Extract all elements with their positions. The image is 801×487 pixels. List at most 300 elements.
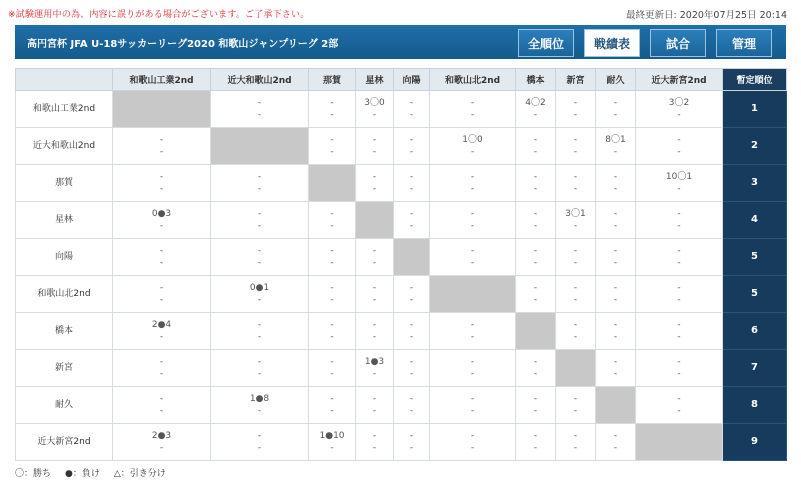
match-cell <box>556 202 596 239</box>
first-leg-result: 3〇1 <box>565 209 586 219</box>
first-leg-result: - <box>533 135 538 145</box>
first-leg-result: - <box>409 283 414 293</box>
match-cell <box>430 424 516 461</box>
first-leg-result: - <box>257 246 262 256</box>
second-leg-result: - <box>677 221 681 231</box>
second-leg-result: - <box>330 332 334 342</box>
second-leg-result: - <box>573 332 578 342</box>
first-leg-result: - <box>159 283 164 293</box>
match-cell <box>211 239 309 276</box>
second-leg-result: - <box>330 406 334 416</box>
second-leg-result: - <box>533 295 538 305</box>
self-match-cell <box>394 239 430 276</box>
second-leg-result: - <box>330 369 334 379</box>
first-leg-result: - <box>409 98 414 108</box>
first-leg-result: 1〇0 <box>462 135 483 145</box>
match-cell <box>211 387 309 424</box>
first-leg-result: - <box>470 320 475 330</box>
match-cell <box>556 387 596 424</box>
first-leg-result: 0●3 <box>151 209 172 219</box>
match-cell <box>556 165 596 202</box>
first-leg-result: - <box>159 394 164 404</box>
match-cell <box>516 239 556 276</box>
team-name: 耐久 <box>16 387 113 424</box>
second-leg-result: - <box>613 258 618 268</box>
match-cell <box>516 350 556 387</box>
first-leg-result: - <box>257 172 262 182</box>
first-leg-result: - <box>573 283 578 293</box>
match-cell <box>113 128 211 165</box>
table-row <box>16 128 787 165</box>
match-cell <box>309 91 356 128</box>
second-leg-result: - <box>372 110 377 120</box>
match-cell <box>309 128 356 165</box>
second-leg-result: - <box>409 221 414 231</box>
second-leg-result: - <box>613 184 618 194</box>
table-row <box>16 276 787 313</box>
second-leg-result: - <box>613 221 618 231</box>
match-cell <box>113 239 211 276</box>
match-cell <box>356 424 394 461</box>
column-header: 向陽 <box>394 69 430 91</box>
match-cell <box>430 128 516 165</box>
second-leg-result: - <box>470 443 475 453</box>
second-leg-result: - <box>257 443 262 453</box>
match-cell <box>309 350 356 387</box>
second-leg-result: - <box>533 184 538 194</box>
column-header: 新宮 <box>556 69 596 91</box>
first-leg-result: - <box>409 135 414 145</box>
match-cell <box>356 313 394 350</box>
second-leg-result: - <box>159 258 164 268</box>
second-leg-result: - <box>677 369 681 379</box>
provisional-rank: 8 <box>723 387 787 424</box>
provisional-rank: 1 <box>723 91 787 128</box>
match-cell <box>556 128 596 165</box>
first-leg-result: - <box>470 431 475 441</box>
first-leg-result: - <box>533 283 538 293</box>
column-header: 耐久 <box>596 69 636 91</box>
match-cell <box>636 91 723 128</box>
match-cell <box>211 276 309 313</box>
first-leg-result: - <box>159 135 164 145</box>
second-leg-result: - <box>677 295 681 305</box>
second-leg-result: - <box>533 406 538 416</box>
match-cell <box>394 91 430 128</box>
table-row <box>16 350 787 387</box>
second-leg-result: - <box>573 184 578 194</box>
second-leg-result: - <box>573 258 578 268</box>
second-leg-result: - <box>613 147 618 157</box>
match-cell <box>596 91 636 128</box>
first-leg-result: - <box>257 357 262 367</box>
second-leg-result: - <box>470 369 475 379</box>
self-match-cell <box>596 387 636 424</box>
match-cell <box>636 313 723 350</box>
first-leg-result: - <box>573 98 578 108</box>
second-leg-result: - <box>573 443 578 453</box>
first-leg-result: - <box>533 431 538 441</box>
team-name: 和歌山工業2nd <box>16 91 113 128</box>
first-leg-result: - <box>613 98 618 108</box>
first-leg-result: - <box>470 172 475 182</box>
first-leg-result: - <box>159 172 164 182</box>
match-cell <box>113 387 211 424</box>
second-leg-result: - <box>257 369 262 379</box>
column-header: 近大和歌山2nd <box>211 69 309 91</box>
second-leg-result: - <box>159 332 164 342</box>
first-leg-result: - <box>409 394 414 404</box>
first-leg-result: - <box>573 246 578 256</box>
second-leg-result: - <box>330 258 334 268</box>
second-leg-result: - <box>159 443 164 453</box>
match-cell <box>636 128 723 165</box>
match-cell <box>356 91 394 128</box>
second-leg-result: - <box>470 406 475 416</box>
match-cell <box>211 165 309 202</box>
second-leg-result: - <box>533 110 538 120</box>
second-leg-result: - <box>677 258 681 268</box>
tab-all-standings[interactable]: 全順位 <box>518 29 574 57</box>
second-leg-result: - <box>159 295 164 305</box>
match-cell <box>636 276 723 313</box>
column-header: 和歌山北2nd <box>430 69 516 91</box>
second-leg-result: - <box>330 110 334 120</box>
provisional-rank: 7 <box>723 350 787 387</box>
second-leg-result: - <box>330 221 334 231</box>
trial-notice: ※試験運用中の為、内容に誤りがある場合がございます。ご了承下さい。 <box>8 10 310 20</box>
tab-results-table[interactable]: 戦績表 <box>584 29 640 57</box>
second-leg-result: - <box>330 443 334 453</box>
first-leg-result: - <box>330 320 334 330</box>
second-leg-result: - <box>533 147 538 157</box>
match-cell <box>309 239 356 276</box>
match-cell <box>556 91 596 128</box>
second-leg-result: - <box>409 184 414 194</box>
first-leg-result: 1●10 <box>319 431 345 441</box>
first-leg-result: - <box>372 394 377 404</box>
provisional-rank: 9 <box>723 424 787 461</box>
second-leg-result: - <box>372 406 377 416</box>
match-cell <box>211 91 309 128</box>
match-cell <box>394 313 430 350</box>
self-match-cell <box>309 165 356 202</box>
second-leg-result: - <box>573 406 578 416</box>
self-match-cell <box>636 424 723 461</box>
match-cell <box>430 313 516 350</box>
match-cell <box>356 165 394 202</box>
second-leg-result: - <box>257 110 262 120</box>
second-leg-result: - <box>159 147 164 157</box>
match-cell <box>211 424 309 461</box>
match-cell <box>430 350 516 387</box>
match-cell <box>516 91 556 128</box>
match-cell <box>556 313 596 350</box>
self-match-cell <box>113 91 211 128</box>
first-leg-result: - <box>613 172 618 182</box>
table-row <box>16 313 787 350</box>
match-cell <box>309 313 356 350</box>
first-leg-result: - <box>470 394 475 404</box>
first-leg-result: - <box>613 283 618 293</box>
first-leg-result: - <box>613 357 618 367</box>
second-leg-result: - <box>409 110 414 120</box>
first-leg-result: - <box>409 320 414 330</box>
match-cell <box>394 350 430 387</box>
first-leg-result: - <box>573 172 578 182</box>
first-leg-result: - <box>533 357 538 367</box>
match-cell <box>596 202 636 239</box>
second-leg-result: - <box>573 110 578 120</box>
first-leg-result: - <box>330 246 334 256</box>
second-leg-result: - <box>613 295 618 305</box>
team-name: 橋本 <box>16 313 113 350</box>
header-row <box>16 69 787 91</box>
first-leg-result: - <box>470 98 475 108</box>
match-cell <box>556 239 596 276</box>
league-header <box>15 25 786 59</box>
first-leg-result: - <box>257 431 262 441</box>
second-leg-result: - <box>677 184 681 194</box>
second-leg-result: - <box>470 221 475 231</box>
second-leg-result: - <box>409 443 414 453</box>
match-cell <box>596 165 636 202</box>
first-leg-result: - <box>372 246 377 256</box>
match-cell <box>211 202 309 239</box>
match-cell <box>556 424 596 461</box>
column-header: 近大新宮2nd <box>636 69 723 91</box>
match-cell <box>516 128 556 165</box>
tab-admin[interactable]: 管理 <box>716 29 772 57</box>
match-cell <box>430 91 516 128</box>
second-leg-result: - <box>257 332 262 342</box>
match-cell <box>636 350 723 387</box>
match-cell <box>356 276 394 313</box>
first-leg-result: - <box>470 246 475 256</box>
legend-draw: △：引き分け <box>113 469 166 479</box>
first-leg-result: 4〇2 <box>525 98 546 108</box>
last-updated: 最終更新日: 2020年07月25日 20:14 <box>626 10 787 21</box>
first-leg-result: - <box>677 283 681 293</box>
second-leg-result: - <box>573 295 578 305</box>
nav-tabs <box>518 29 772 57</box>
team-name: 近大和歌山2nd <box>16 128 113 165</box>
first-leg-result: - <box>677 320 681 330</box>
first-leg-result: - <box>409 172 414 182</box>
match-cell <box>113 313 211 350</box>
match-cell <box>430 202 516 239</box>
table-row <box>16 165 787 202</box>
match-cell <box>309 276 356 313</box>
match-cell <box>356 239 394 276</box>
match-cell <box>516 202 556 239</box>
match-cell <box>516 276 556 313</box>
legend-loss: ●：負け <box>65 469 100 479</box>
match-cell <box>596 424 636 461</box>
first-leg-result: - <box>533 172 538 182</box>
match-cell <box>516 424 556 461</box>
second-leg-result: - <box>159 406 164 416</box>
first-leg-result: - <box>372 283 377 293</box>
first-leg-result: - <box>330 394 334 404</box>
first-leg-result: - <box>677 209 681 219</box>
table-row <box>16 387 787 424</box>
match-cell <box>430 165 516 202</box>
table-row <box>16 424 787 461</box>
first-leg-result: - <box>677 246 681 256</box>
second-leg-result: - <box>409 369 414 379</box>
provisional-rank: 4 <box>723 202 787 239</box>
second-leg-result: - <box>533 443 538 453</box>
second-leg-result: - <box>159 221 164 231</box>
second-leg-result: - <box>372 184 377 194</box>
second-leg-result: - <box>257 184 262 194</box>
match-cell <box>113 202 211 239</box>
team-name: 那賀 <box>16 165 113 202</box>
second-leg-result: - <box>257 406 262 416</box>
second-leg-result: - <box>470 332 475 342</box>
second-leg-result: - <box>470 147 475 157</box>
first-leg-result: - <box>677 394 681 404</box>
second-leg-result: - <box>677 406 681 416</box>
second-leg-result: - <box>677 110 681 120</box>
first-leg-result: - <box>330 209 334 219</box>
match-cell <box>596 128 636 165</box>
first-leg-result: - <box>613 431 618 441</box>
first-leg-result: 3〇2 <box>668 98 690 108</box>
first-leg-result: 2●3 <box>151 431 172 441</box>
column-header: 星林 <box>356 69 394 91</box>
self-match-cell <box>556 350 596 387</box>
first-leg-result: 2●4 <box>151 320 172 330</box>
first-leg-result: - <box>613 246 618 256</box>
match-cell <box>394 128 430 165</box>
first-leg-result: - <box>159 246 164 256</box>
match-cell <box>516 165 556 202</box>
second-leg-result: - <box>613 332 618 342</box>
first-leg-result: - <box>257 320 262 330</box>
match-cell <box>394 424 430 461</box>
second-leg-result: - <box>372 258 377 268</box>
second-leg-result: - <box>573 221 578 231</box>
first-leg-result: - <box>372 320 377 330</box>
first-leg-result: - <box>613 320 618 330</box>
first-leg-result: 1●3 <box>364 357 385 367</box>
self-match-cell <box>356 202 394 239</box>
match-cell <box>430 239 516 276</box>
corner-cell <box>16 69 113 91</box>
team-name: 近大新宮2nd <box>16 424 113 461</box>
match-cell <box>309 202 356 239</box>
first-leg-result: 1●8 <box>249 394 270 404</box>
second-leg-result: - <box>409 406 414 416</box>
match-cell <box>636 387 723 424</box>
self-match-cell <box>430 276 516 313</box>
first-leg-result: - <box>533 394 538 404</box>
second-leg-result: - <box>372 295 377 305</box>
first-leg-result: - <box>409 357 414 367</box>
first-leg-result: - <box>330 98 334 108</box>
second-leg-result: - <box>613 110 618 120</box>
match-cell <box>309 387 356 424</box>
second-leg-result: - <box>372 443 377 453</box>
first-leg-result: - <box>573 394 578 404</box>
provisional-rank: 5 <box>723 239 787 276</box>
second-leg-result: - <box>613 443 618 453</box>
match-cell <box>636 239 723 276</box>
second-leg-result: - <box>372 147 377 157</box>
second-leg-result: - <box>330 147 334 157</box>
first-leg-result: - <box>573 135 578 145</box>
first-leg-result: - <box>573 431 578 441</box>
match-cell <box>356 387 394 424</box>
provisional-rank: 6 <box>723 313 787 350</box>
second-leg-result: - <box>533 369 538 379</box>
match-cell <box>309 424 356 461</box>
match-cell <box>113 276 211 313</box>
match-cell <box>596 313 636 350</box>
rank-header: 暫定順位 <box>723 69 787 91</box>
match-cell <box>356 350 394 387</box>
first-leg-result: - <box>470 357 475 367</box>
second-leg-result: - <box>677 332 681 342</box>
second-leg-result: - <box>470 258 475 268</box>
first-leg-result: - <box>470 209 475 219</box>
team-name: 和歌山北2nd <box>16 276 113 313</box>
first-leg-result: - <box>330 357 334 367</box>
league-title: 高円宮杯 JFA U-18サッカーリーグ2020 和歌山ジャンプリーグ 2部 <box>27 39 339 50</box>
match-cell <box>430 387 516 424</box>
match-cell <box>394 202 430 239</box>
team-name: 星林 <box>16 202 113 239</box>
table-row <box>16 91 787 128</box>
first-leg-result: - <box>159 357 164 367</box>
second-leg-result: - <box>677 147 681 157</box>
match-cell <box>356 128 394 165</box>
column-header: 和歌山工業2nd <box>113 69 211 91</box>
team-name: 向陽 <box>16 239 113 276</box>
second-leg-result: - <box>533 221 538 231</box>
match-cell <box>556 276 596 313</box>
second-leg-result: - <box>533 258 538 268</box>
match-cell <box>211 313 309 350</box>
first-leg-result: - <box>330 283 334 293</box>
first-leg-result: - <box>677 357 681 367</box>
provisional-rank: 5 <box>723 276 787 313</box>
first-leg-result: - <box>330 135 334 145</box>
first-leg-result: 0●1 <box>249 283 270 293</box>
self-match-cell <box>211 128 309 165</box>
second-leg-result: - <box>470 110 475 120</box>
second-leg-result: - <box>573 147 578 157</box>
second-leg-result: - <box>330 295 334 305</box>
first-leg-result: - <box>533 209 538 219</box>
team-name: 新宮 <box>16 350 113 387</box>
column-header: 那賀 <box>309 69 356 91</box>
second-leg-result: - <box>409 147 414 157</box>
first-leg-result: - <box>613 209 618 219</box>
first-leg-result: 10〇1 <box>665 172 693 182</box>
match-cell <box>113 350 211 387</box>
tab-matches[interactable]: 試合 <box>650 29 706 57</box>
match-cell <box>394 276 430 313</box>
second-leg-result: - <box>159 369 164 379</box>
provisional-rank: 3 <box>723 165 787 202</box>
first-leg-result: 3〇0 <box>364 98 385 108</box>
first-leg-result: - <box>533 246 538 256</box>
results-grid <box>15 68 787 461</box>
match-cell <box>211 350 309 387</box>
